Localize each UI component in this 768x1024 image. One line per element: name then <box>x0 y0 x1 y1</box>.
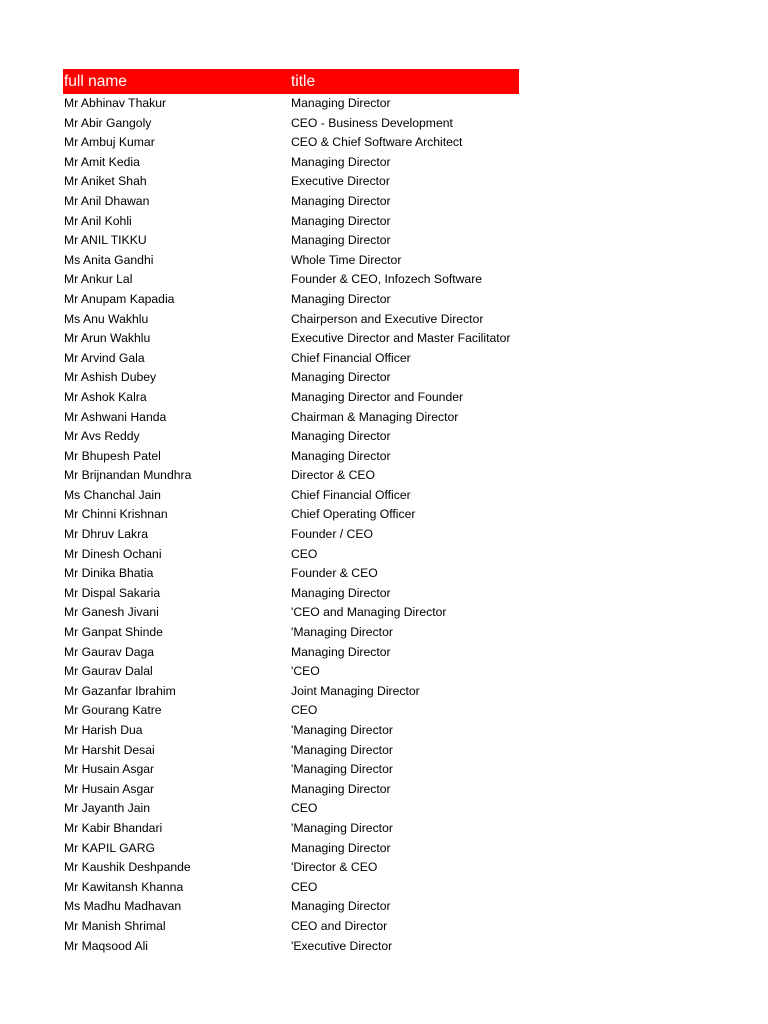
cell-title: Chief Financial Officer <box>291 487 411 502</box>
table-row <box>63 329 519 349</box>
spreadsheet-table <box>63 69 519 956</box>
cell-full-name: Mr Ankur Lal <box>64 272 133 287</box>
table-row <box>63 290 519 310</box>
cell-title: Chairman & Managing Director <box>291 409 459 424</box>
cell-full-name: Mr Gaurav Dalal <box>64 664 153 679</box>
table-row <box>63 486 519 506</box>
cell-full-name: Mr Harish Dua <box>64 723 143 737</box>
cell-title: 'CEO and Managing Director <box>291 605 447 620</box>
table-row <box>63 623 519 643</box>
table-row <box>63 172 519 192</box>
cell-title: CEO and Director <box>291 918 388 933</box>
cell-full-name: Mr Gazanfar Ibrahim <box>64 683 176 698</box>
cell-full-name: Mr Anil Dhawan <box>64 193 150 208</box>
table-row <box>63 133 519 153</box>
table-row <box>63 388 519 408</box>
cell-title: 'CEO <box>291 664 320 679</box>
cell-full-name: Mr Dinesh Ochani <box>64 546 162 561</box>
table-row <box>63 819 519 839</box>
cell-full-name: Mr Arvind Gala <box>64 350 145 365</box>
table-row <box>63 349 519 369</box>
cell-full-name: Mr Ashwani Handa <box>64 409 167 424</box>
cell-full-name: Mr Bhupesh Patel <box>64 448 161 463</box>
cell-title: 'Managing Director <box>291 762 393 777</box>
cell-title: CEO <box>291 703 318 718</box>
cell-title: 'Managing Director <box>291 723 393 737</box>
cell-full-name: Mr Husain Asgar <box>64 781 155 796</box>
table-row <box>63 643 519 663</box>
cell-title: CEO & Chief Software Architect <box>291 135 463 150</box>
table-row <box>63 799 519 819</box>
table-row <box>63 466 519 486</box>
cell-title: 'Director & CEO <box>291 860 378 875</box>
cell-title: Founder & CEO <box>291 566 378 581</box>
table-row <box>63 505 519 525</box>
cell-title: Managing Director <box>291 233 391 248</box>
table-row <box>63 270 519 290</box>
cell-full-name: Mr Maqsood Ali <box>64 938 148 953</box>
table-row <box>63 231 519 251</box>
table-row <box>63 427 519 447</box>
table-row <box>63 525 519 545</box>
table-row <box>63 917 519 937</box>
table-row <box>63 545 519 565</box>
cell-full-name: Mr Husain Asgar <box>64 762 155 777</box>
cell-title: Managing Director <box>291 213 391 228</box>
cell-full-name: Mr Kaushik Deshpande <box>64 860 191 875</box>
cell-full-name: Mr Ashok Kalra <box>64 389 147 404</box>
table-row <box>63 701 519 721</box>
cell-full-name: Mr Manish Shrimal <box>64 918 166 933</box>
cell-full-name: Mr Abir Gangoly <box>64 115 152 130</box>
table-row <box>63 153 519 173</box>
cell-title: 'Managing Director <box>291 820 393 835</box>
cell-full-name: Mr Harshit Desai <box>64 742 155 757</box>
cell-title: 'Executive Director <box>291 938 393 953</box>
cell-title: Managing Director <box>291 781 391 796</box>
cell-full-name: Mr Ganesh Jivani <box>64 605 159 620</box>
header-full-name: full name <box>64 73 127 90</box>
cell-full-name: Mr Brijnandan Mundhra <box>64 468 192 483</box>
cell-full-name: Mr Dispal Sakaria <box>64 585 161 600</box>
cell-title: Chairperson and Executive Director <box>291 311 484 326</box>
table-row <box>63 447 519 467</box>
cell-title: Managing Director <box>291 899 391 914</box>
cell-title: Managing Director <box>291 448 391 463</box>
cell-title: Joint Managing Director <box>291 683 420 698</box>
cell-title: Managing Director <box>291 840 391 855</box>
cell-full-name: Mr Anupam Kapadia <box>64 291 175 306</box>
header-title: title <box>291 73 316 90</box>
cell-full-name: Ms Anita Gandhi <box>64 252 154 267</box>
cell-full-name: Mr Gaurav Daga <box>64 644 155 659</box>
cell-full-name: Ms Madhu Madhavan <box>64 899 182 914</box>
table-row <box>63 878 519 898</box>
cell-title: Managing Director <box>291 291 391 306</box>
table-row <box>63 760 519 780</box>
cell-title: 'Managing Director <box>291 625 393 640</box>
cell-title: Managing Director <box>291 370 391 385</box>
cell-full-name: Mr Abhinav Thakur <box>64 96 167 110</box>
table-row <box>63 192 519 212</box>
cell-title: Founder / CEO <box>291 527 373 542</box>
table-row <box>63 603 519 623</box>
cell-title: Managing Director <box>291 644 391 659</box>
cell-title: Founder & CEO, Infozech Software <box>291 272 483 287</box>
cell-title: Managing Director <box>291 585 391 600</box>
cell-full-name: Ms Chanchal Jain <box>64 487 161 502</box>
table-header-row <box>63 69 519 94</box>
table-row <box>63 94 519 114</box>
table-row <box>63 408 519 428</box>
cell-full-name: Mr Kawitansh Khanna <box>64 879 184 894</box>
cell-title: Managing Director <box>291 429 391 444</box>
cell-full-name: Mr Ganpat Shinde <box>64 625 163 640</box>
table-row <box>63 251 519 271</box>
cell-full-name: Mr Amit Kedia <box>64 154 140 169</box>
cell-full-name: Mr ANIL TIKKU <box>64 233 147 248</box>
cell-full-name: Mr Kabir Bhandari <box>64 820 163 835</box>
cell-title: CEO <box>291 879 318 894</box>
table-row <box>63 937 519 957</box>
cell-title: Managing Director <box>291 193 391 208</box>
cell-title: Managing Director <box>291 96 391 110</box>
cell-title: CEO <box>291 801 318 816</box>
cell-full-name: Mr Chinni Krishnan <box>64 507 168 522</box>
cell-full-name: Mr Ashish Dubey <box>64 370 157 385</box>
cell-title: Managing Director and Founder <box>291 389 464 404</box>
table-row <box>63 368 519 388</box>
cell-full-name: Mr Anil Kohli <box>64 213 132 228</box>
table-row <box>63 212 519 232</box>
cell-title: 'Managing Director <box>291 742 393 757</box>
cell-title: Chief Operating Officer <box>291 507 416 522</box>
cell-full-name: Mr KAPIL GARG <box>64 840 155 855</box>
table-row <box>63 741 519 761</box>
cell-full-name: Mr Arun Wakhlu <box>64 331 151 346</box>
table-row <box>63 682 519 702</box>
cell-full-name: Mr Aniket Shah <box>64 174 147 189</box>
table-row <box>63 897 519 917</box>
cell-full-name: Mr Ambuj Kumar <box>64 135 155 150</box>
table-row <box>63 584 519 604</box>
cell-title: Whole Time Director <box>291 252 402 267</box>
table-row <box>63 721 519 741</box>
table-body <box>63 94 519 956</box>
table-row <box>63 114 519 134</box>
cell-full-name: Mr Gourang Katre <box>64 703 162 718</box>
cell-title: CEO - Business Development <box>291 115 453 130</box>
table-row <box>63 310 519 330</box>
cell-title: Managing Director <box>291 154 391 169</box>
cell-full-name: Mr Dhruv Lakra <box>64 527 148 542</box>
table-row <box>63 564 519 584</box>
cell-title: Executive Director <box>291 174 390 189</box>
table-row <box>63 662 519 682</box>
cell-title: Chief Financial Officer <box>291 350 411 365</box>
cell-title: CEO <box>291 546 318 561</box>
cell-full-name: Ms Anu Wakhlu <box>64 311 149 326</box>
cell-full-name: Mr Dinika Bhatia <box>64 566 154 581</box>
cell-full-name: Mr Avs Reddy <box>64 429 140 444</box>
table-row <box>63 858 519 878</box>
cell-title: Director & CEO <box>291 468 375 483</box>
table-row <box>63 780 519 800</box>
cell-full-name: Mr Jayanth Jain <box>64 801 151 816</box>
cell-title: Executive Director and Master Facilitator <box>291 331 511 346</box>
table-row <box>63 839 519 859</box>
